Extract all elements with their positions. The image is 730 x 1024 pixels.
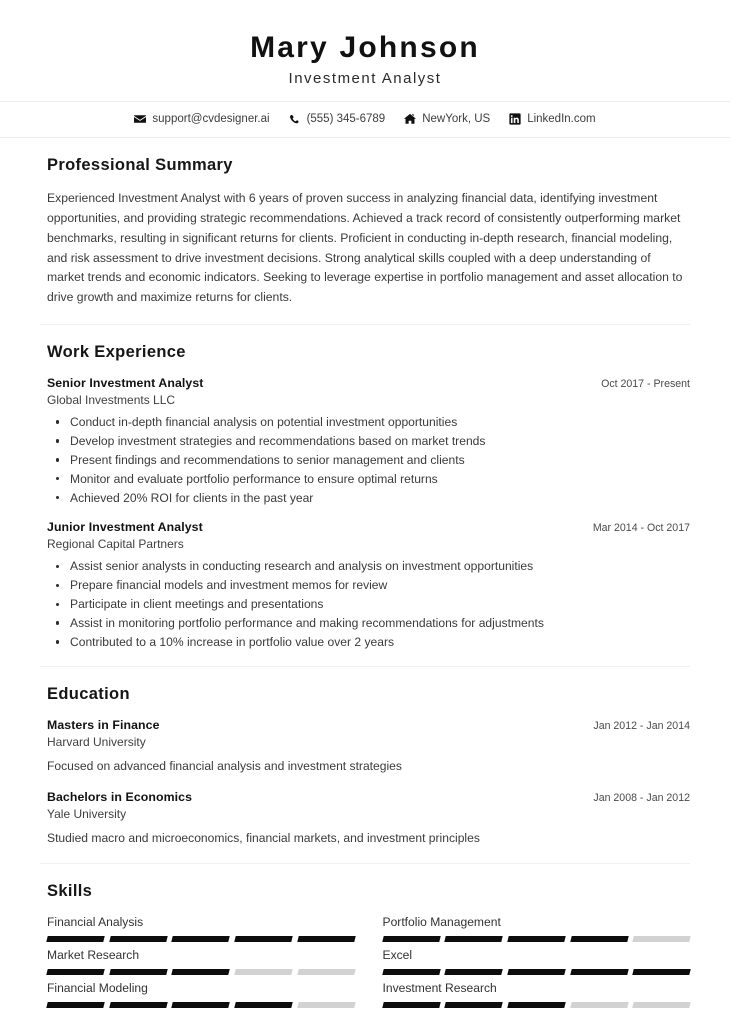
- skill-level-segment: [444, 1002, 502, 1008]
- skill-level-bar: [383, 936, 691, 942]
- skill-level-segment: [297, 969, 355, 975]
- candidate-name: Mary Johnson: [250, 31, 480, 64]
- skill-item: [47, 948, 355, 981]
- education-description: Focused on advanced financial analysis and investment strategies: [47, 759, 402, 774]
- skill-level-segment: [507, 1002, 565, 1008]
- contact-location-label: NewYork, US: [422, 113, 491, 126]
- skill-item: [383, 915, 691, 948]
- skill-level-segment: [234, 1002, 292, 1008]
- home-icon: [404, 113, 416, 125]
- contact-location[interactable]: [404, 113, 490, 125]
- skill-item: [47, 915, 355, 948]
- entry-header: [47, 376, 690, 390]
- entry-date-range: Mar 2014 - Oct 2017: [592, 522, 690, 535]
- entry-header: [47, 520, 690, 534]
- list-item: Present findings and recommendations to senior management and clients: [47, 452, 690, 468]
- section-title-summary: Professional Summary: [47, 156, 233, 175]
- contact-email-label: support@cvdesigner.ai: [152, 113, 270, 126]
- list-item: Contributed to a 10% increase in portfolio value over 2 years: [47, 634, 690, 650]
- skill-level-segment: [297, 936, 355, 942]
- list-item: Conduct in-depth financial analysis on potential investment opportunities: [47, 414, 690, 430]
- skill-label: Investment Research: [382, 981, 497, 996]
- skill-level-segment: [297, 1002, 355, 1008]
- contact-phone-label: (555) 345-6789: [306, 113, 386, 126]
- skill-level-segment: [382, 1002, 440, 1008]
- summary-paragraph: Experienced Investment Analyst with 6 years of proven success in analyzing financial data, identifying investment opportunities, and providing strategic recommendations. Achieved a track record of consistently outperforming market benchmarks, resulting in significant returns for clients. Proficient in conducting in-depth research, financial modeling, and risk assessment to drive investment decisions. Strong analytical skills coupled with a deep understanding of market trends and economic indicators. Seeking to leverage expertise in portfolio management and asset allocation to drive growth and maximize returns for clients.: [47, 191, 683, 305]
- entry-date-range: Jan 2008 - Jan 2012: [593, 791, 690, 804]
- skill-level-segment: [444, 936, 502, 942]
- entry-date-range: Oct 2017 - Present: [601, 377, 690, 390]
- skill-level-bar: [47, 1002, 355, 1008]
- job-title: Senior Investment Analyst: [47, 375, 204, 390]
- skill-level-segment: [444, 969, 502, 975]
- skill-level-bar: [383, 969, 691, 975]
- work-entry: [40, 520, 690, 650]
- skill-label: Market Research: [47, 948, 140, 963]
- phone-icon: [289, 113, 301, 125]
- skill-level-segment: [570, 936, 628, 942]
- skill-label: Excel: [382, 948, 413, 963]
- education-entry: [40, 790, 690, 848]
- contact-email[interactable]: [134, 113, 269, 125]
- skill-level-segment: [46, 969, 104, 975]
- contact-linkedin-label: LinkedIn.com: [527, 113, 596, 126]
- list-item: Participate in client meetings and presentations: [47, 596, 690, 612]
- skill-label: Financial Modeling: [47, 981, 148, 996]
- resume-body: [0, 138, 730, 1014]
- job-title: Junior Investment Analyst: [47, 520, 203, 535]
- section-professional-summary: [40, 138, 690, 308]
- skill-level-segment: [172, 936, 230, 942]
- section-title-education: Education: [47, 685, 130, 704]
- contact-phone[interactable]: [289, 113, 386, 125]
- company-name: Global Investments LLC: [47, 392, 176, 407]
- skill-level-segment: [507, 936, 565, 942]
- entry-date-range: Jan 2012 - Jan 2014: [593, 720, 690, 733]
- degree-title: Masters in Finance: [47, 718, 160, 733]
- linkedin-icon: [509, 113, 521, 125]
- skill-level-bar: [47, 936, 355, 942]
- school-name: Yale University: [47, 806, 127, 821]
- section-title-work-experience: Work Experience: [47, 342, 186, 361]
- skill-level-segment: [633, 936, 691, 942]
- skill-level-segment: [172, 969, 230, 975]
- list-item: Develop investment strategies and recommendations based on market trends: [47, 433, 690, 449]
- school-name: Harvard University: [47, 735, 146, 750]
- skill-level-segment: [109, 936, 167, 942]
- list-item: Monitor and evaluate portfolio performance to ensure optimal returns: [47, 471, 690, 487]
- entry-header: [47, 790, 690, 804]
- skill-level-segment: [382, 969, 440, 975]
- section-education: [40, 666, 690, 847]
- contact-linkedin[interactable]: [509, 113, 595, 125]
- list-item: Assist in monitoring portfolio performance and making recommendations for adjustments: [47, 615, 690, 631]
- education-description: Studied macro and microeconomics, financial markets, and investment principles: [47, 830, 480, 845]
- skill-level-segment: [109, 969, 167, 975]
- skill-level-segment: [633, 1002, 691, 1008]
- skill-level-segment: [234, 936, 292, 942]
- skill-level-segment: [109, 1002, 167, 1008]
- skill-level-bar: [383, 1002, 691, 1008]
- skills-grid: [40, 915, 690, 1014]
- skill-level-bar: [47, 969, 355, 975]
- degree-title: Bachelors in Economics: [47, 789, 193, 804]
- skill-item: [383, 948, 691, 981]
- education-list: [40, 718, 690, 847]
- resume-header: [0, 0, 730, 101]
- skill-item: [383, 981, 691, 1014]
- skill-level-segment: [382, 936, 440, 942]
- skill-level-segment: [46, 1002, 104, 1008]
- responsibility-list: [47, 414, 690, 506]
- responsibility-list: [47, 558, 690, 650]
- skill-level-segment: [234, 969, 292, 975]
- list-item: Achieved 20% ROI for clients in the past year: [47, 490, 690, 506]
- envelope-icon: [134, 113, 146, 125]
- section-title-skills: Skills: [47, 882, 93, 901]
- list-item: Assist senior analysts in conducting research and analysis on investment opportunities: [47, 558, 690, 574]
- skill-level-segment: [633, 969, 691, 975]
- skill-level-segment: [172, 1002, 230, 1008]
- skill-label: Portfolio Management: [382, 915, 501, 930]
- section-skills: [40, 863, 690, 1014]
- candidate-job-title: Investment Analyst: [288, 70, 442, 88]
- entry-header: [47, 718, 690, 732]
- skill-level-segment: [507, 969, 565, 975]
- list-item: Prepare financial models and investment memos for review: [47, 577, 690, 593]
- skill-item: [47, 981, 355, 1014]
- skill-level-segment: [570, 1002, 628, 1008]
- section-work-experience: [40, 324, 690, 650]
- education-entry: [40, 718, 690, 776]
- skill-level-segment: [46, 936, 104, 942]
- skill-label: Financial Analysis: [47, 915, 144, 930]
- work-experience-list: [40, 376, 690, 650]
- work-entry: [40, 376, 690, 506]
- contact-bar: [0, 101, 730, 138]
- skill-level-segment: [570, 969, 628, 975]
- company-name: Regional Capital Partners: [47, 537, 184, 552]
